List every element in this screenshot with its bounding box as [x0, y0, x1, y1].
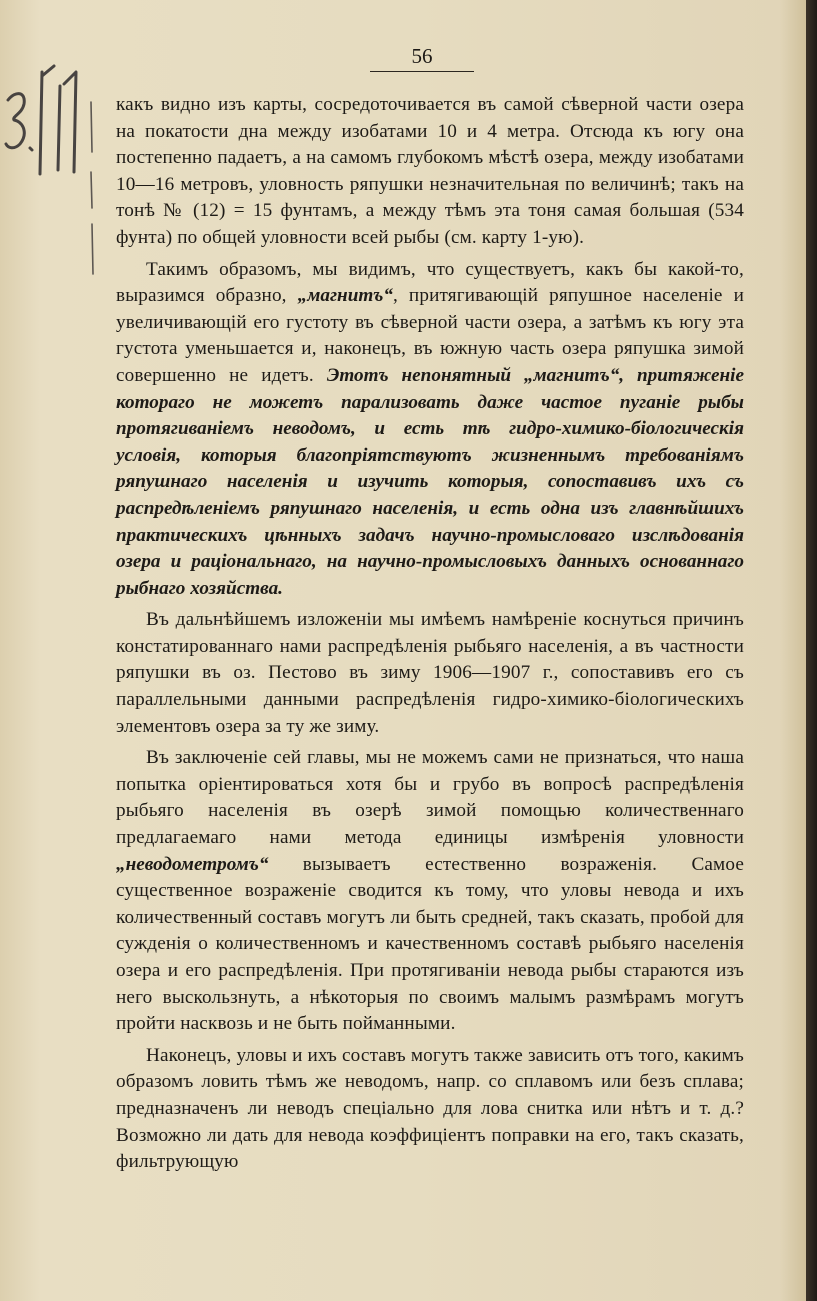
text-run: Въ дальнѣйшемъ изложеніи мы имѣемъ намѣреніе коснуться причинъ констатированнаго нами распредѣленія рыбьяго населенія, а въ частности ряпушки въ оз. Пестово въ зиму 1906—1907 г., сопоставивъ его съ параллельными данными распредѣленія гидро-химико-біологическихъ элементовъ озера за ту же зиму. — [116, 609, 744, 737]
italic-run: Этотъ непонятный „магнитъ“, притяженіе котораго не можетъ парализовать даже частое пуганіе рыбы протягиваніемъ неводомъ, и есть тѣ гидро-химико-біологическія условія, которыя благопріятствуютъ жизненнымъ требованіямъ ряпушнаго населенія и изучить которыя, сопоставивъ ихъ съ распредѣленіемъ ряпушнаго населенія, и есть одна изъ главнѣйшихъ практическихъ цѣнныхъ задачъ научно-промысловаго изслѣдованія озера и раціональнаго, на научно-промысловыхъ данныхъ основаннаго рыбнаго хозяйства. — [116, 364, 744, 599]
text-run: Наконецъ, уловы и ихъ составъ могутъ также зависить отъ того, какимъ образомъ ловить тѣмъ же неводомъ, напр. со сплавомъ или безъ сплава; предназначенъ ли неводъ спеціально для лова снитка или нѣтъ и т. д.? Возможно ли дать для невода коэффиціентъ поправки на его, такъ сказать, фильтрующую — [116, 1044, 744, 1173]
body-text — [116, 92, 744, 1176]
page-number: 56 — [411, 44, 433, 68]
text-run: вызываетъ естественно возраженія. Самое существенное возраженіе сводится къ тому, что уловы невода и ихъ количественный составъ могутъ ли быть средней, такъ сказать, пробой для сужденія о количественномъ и качественномъ составѣ рыбьяго населенія озера и его распредѣленія. При протягиваніи невода рыбы стараются изъ него выскользнуть, а нѣкоторыя по своимъ малымъ размѣрамъ могутъ пройти насквозь и не быть пойманными. — [116, 853, 744, 1035]
text-run: Такимъ образомъ, мы видимъ, что существуетъ, какъ бы какой-то, выразимся образно, — [116, 258, 744, 307]
italic-run: „магнитъ“ — [297, 285, 393, 307]
paragraph — [116, 257, 744, 603]
handwritten-margin-annotation — [2, 62, 94, 282]
paragraph — [116, 1043, 744, 1176]
paragraph — [116, 92, 744, 252]
page-number-rule — [370, 71, 474, 72]
book-edge — [806, 0, 817, 1301]
italic-run: „неводометромъ“ — [116, 853, 269, 875]
text-run: , притягивающій ряпушное населеніе и увеличивающій его густоту въ сѣверной части озера, а затѣмъ къ югу эта густота уменьшается и, наконецъ, въ южную часть озера ряпушка зимой совершенно не идетъ. — [116, 285, 744, 386]
text-run: какъ видно изъ карты, сосредоточивается въ самой сѣверной части озера на покатости дна между изобатами 10 и 4 метра. Отсюда къ югу она постепенно падаетъ, а на самомъ глубокомъ мѣстѣ озера, между изобатами 10—16 метровъ, уловность ряпушки незначительная по величинѣ; такъ на тонѣ № (12) = 15 фунтамъ, а между тѣмъ эта тоня самая большая (534 фунта) по общей уловности всей рыбы (см. карту 1-ую). — [116, 94, 744, 248]
text-run: Въ заключеніе сей главы, мы не можемъ сами не признаться, что наша попытка оріентироваться хотя бы и грубо въ вопросѣ распредѣленія рыбьяго населенія въ озерѣ зимой помощью количественнаго предлагаемаго нами метода единицы измѣренія уловности — [116, 747, 744, 849]
paragraph — [116, 607, 744, 740]
paragraph — [116, 745, 744, 1038]
